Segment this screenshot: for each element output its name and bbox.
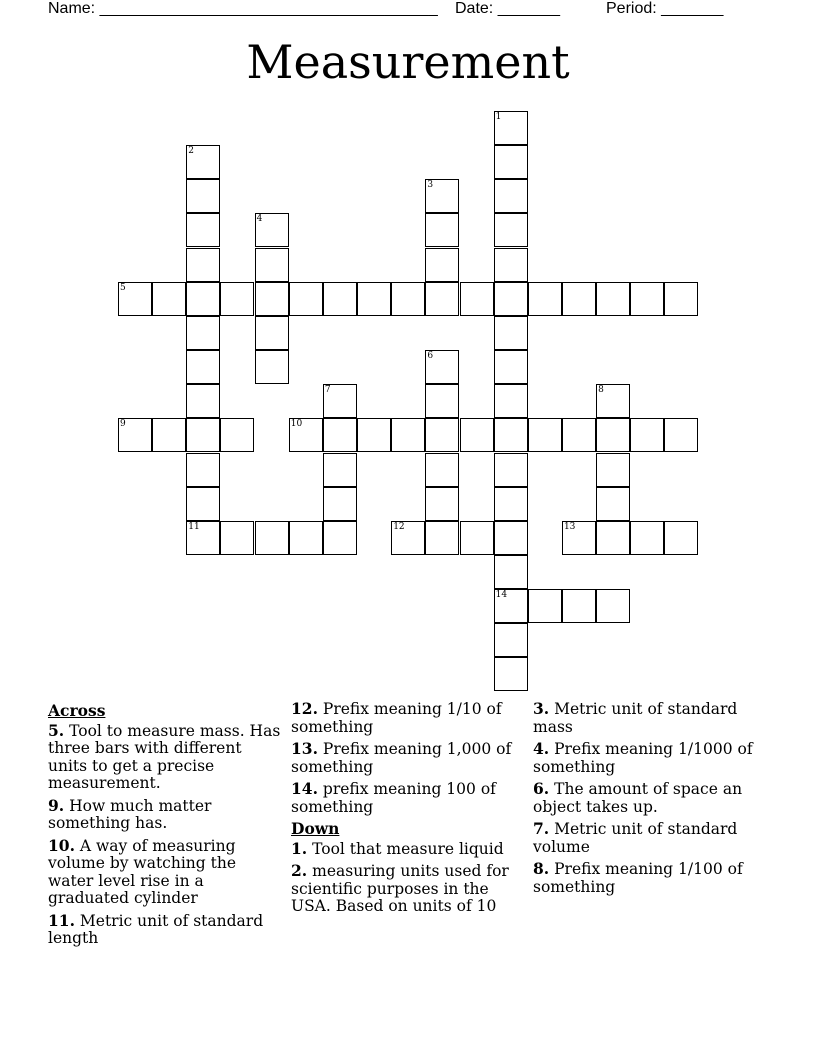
clue-number: 9.: [48, 795, 65, 815]
grid-cell[interactable]: [186, 453, 220, 487]
grid-cell[interactable]: [255, 282, 289, 316]
grid-cell[interactable]: [186, 418, 220, 452]
clue-number: 2.: [291, 861, 308, 880]
clue-column-3: [533, 700, 769, 900]
grid-cell[interactable]: [562, 418, 596, 452]
grid-cell[interactable]: [255, 521, 289, 555]
grid-cell[interactable]: [289, 521, 323, 555]
grid-cell[interactable]: [289, 282, 323, 316]
grid-cell[interactable]: [494, 213, 528, 247]
grid-cell[interactable]: [118, 418, 152, 452]
grid-cell[interactable]: [186, 213, 220, 247]
grid-cell[interactable]: [152, 282, 186, 316]
clue-text: Tool to measure mass. Has three bars with different units to get a precise measurement.: [48, 721, 281, 792]
grid-cell[interactable]: [596, 521, 630, 555]
clue-number-label: 11: [188, 521, 200, 532]
grid-cell[interactable]: [186, 521, 220, 555]
grid-cell[interactable]: [357, 282, 391, 316]
clue-text: Prefix meaning 1/100 of something: [533, 860, 743, 896]
grid-cell[interactable]: [323, 282, 357, 316]
clue-number: 14.: [291, 779, 318, 798]
grid-cell[interactable]: [494, 555, 528, 589]
grid-cell[interactable]: [528, 589, 562, 623]
clue-across-5: [48, 722, 284, 793]
grid-cell[interactable]: [596, 589, 630, 623]
page-title: Measurement: [246, 35, 570, 89]
clue-number-label: 14: [495, 590, 508, 601]
clue-number: 11.: [48, 910, 75, 930]
grid-cell[interactable]: [323, 384, 357, 418]
grid-cell[interactable]: [425, 350, 459, 384]
clue-down-7: [533, 820, 769, 856]
clue-number-label: 7: [324, 385, 331, 396]
grid-cell[interactable]: [630, 521, 664, 555]
clue-down-8: [533, 860, 769, 896]
grid-cell[interactable]: [630, 418, 664, 452]
grid-cell[interactable]: [323, 418, 357, 452]
grid-cell[interactable]: [494, 282, 528, 316]
grid-cell[interactable]: [186, 384, 220, 418]
grid-cell[interactable]: [596, 487, 630, 521]
grid-cell[interactable]: [664, 282, 698, 316]
grid-cell[interactable]: [186, 248, 220, 282]
grid-cell[interactable]: [255, 350, 289, 384]
grid-cell[interactable]: [220, 521, 254, 555]
clue-text: Metric unit of standard length: [48, 911, 264, 947]
grid-cell[interactable]: [494, 589, 528, 623]
grid-cell[interactable]: [528, 282, 562, 316]
grid-cell[interactable]: [425, 418, 459, 452]
grid-cell[interactable]: [255, 316, 289, 350]
grid-cell[interactable]: [425, 179, 459, 213]
clue-number: 8.: [533, 859, 550, 878]
clue-text: Tool that measure liquid: [312, 839, 504, 858]
clue-number-label: 8: [598, 385, 604, 396]
grid-cell[interactable]: [391, 418, 425, 452]
clue-down-1: [291, 840, 527, 859]
clue-number-label: 3: [427, 180, 434, 191]
grid-cell[interactable]: [425, 453, 459, 487]
grid-cell[interactable]: [630, 282, 664, 316]
clue-across-12: [291, 700, 527, 736]
name-field[interactable]: Name: ______________________________________: [48, 0, 438, 17]
grid-cell[interactable]: [255, 248, 289, 282]
grid-cell[interactable]: [562, 589, 596, 623]
grid-cell[interactable]: [391, 521, 425, 555]
clue-number-label: 4: [256, 214, 263, 225]
clue-number-label: 9: [120, 419, 126, 430]
date-field[interactable]: Date: _______: [455, 0, 560, 17]
clue-text: Metric unit of standard mass: [533, 700, 738, 736]
clue-number-label: 1: [495, 112, 502, 122]
grid-cell[interactable]: [664, 418, 698, 452]
grid-cell[interactable]: [220, 418, 254, 452]
clue-text: How much matter something has.: [48, 796, 212, 832]
grid-cell[interactable]: [494, 418, 528, 452]
grid-cell[interactable]: [357, 418, 391, 452]
grid-cell[interactable]: [186, 145, 220, 179]
grid-cell[interactable]: [664, 521, 698, 555]
clue-number: 13.: [291, 739, 318, 758]
clue-across-13: [291, 740, 527, 776]
grid-cell[interactable]: [186, 282, 220, 316]
grid-cell[interactable]: [460, 418, 494, 452]
grid-cell[interactable]: [323, 487, 357, 521]
clue-column-1: [48, 700, 284, 952]
grid-cell[interactable]: [323, 521, 357, 555]
grid-cell[interactable]: [391, 282, 425, 316]
grid-cell[interactable]: [494, 350, 528, 384]
grid-cell[interactable]: [460, 521, 494, 555]
down-heading: Down: [291, 819, 340, 838]
grid-cell[interactable]: [494, 487, 528, 521]
grid-cell[interactable]: [494, 521, 528, 555]
clue-number-label: 10: [290, 419, 303, 430]
grid-cell[interactable]: [186, 316, 220, 350]
clue-number: 5.: [48, 720, 65, 740]
grid-cell[interactable]: [596, 282, 630, 316]
clue-across-14: [291, 780, 527, 816]
grid-cell[interactable]: [255, 213, 289, 247]
grid-cell[interactable]: [460, 282, 494, 316]
clue-number: 7.: [533, 819, 550, 838]
grid-cell[interactable]: [425, 248, 459, 282]
grid-cell[interactable]: [323, 453, 357, 487]
clue-number-label: 12: [393, 521, 405, 532]
grid-cell[interactable]: [186, 179, 220, 213]
across-heading: Across: [48, 701, 106, 720]
clue-number: 1.: [291, 838, 308, 858]
grid-cell[interactable]: [425, 521, 459, 555]
grid-cell[interactable]: [562, 282, 596, 316]
clue-text: measuring units used for scientific purposes in the USA. Based on units of 10: [291, 862, 509, 915]
grid-cell[interactable]: [528, 418, 562, 452]
clue-number: 6.: [533, 779, 550, 798]
period-field[interactable]: Period: _______: [606, 0, 724, 17]
grid-cell[interactable]: [425, 213, 459, 247]
grid-cell[interactable]: [596, 453, 630, 487]
clue-down-2: [291, 862, 527, 916]
clue-number: 3.: [533, 699, 550, 718]
clue-across-9: [48, 797, 284, 833]
grid-cell[interactable]: [494, 623, 528, 657]
grid-cell[interactable]: [494, 248, 528, 282]
clue-number-label: 2: [188, 146, 195, 157]
grid-cell[interactable]: [494, 453, 528, 487]
grid-cell[interactable]: [494, 384, 528, 418]
grid-cell[interactable]: [425, 487, 459, 521]
clue-text: Prefix meaning 1/10 of something: [291, 700, 502, 736]
grid-cell[interactable]: [220, 282, 254, 316]
clue-number-label: 6: [427, 351, 434, 362]
clue-text: The amount of space an object takes up.: [533, 780, 743, 816]
grid-cell[interactable]: [494, 657, 528, 691]
grid-cell[interactable]: [562, 521, 596, 555]
clue-text: Prefix meaning 1/1000 of something: [533, 740, 753, 776]
clue-number-label: 5: [120, 282, 126, 293]
clue-number-label: 13: [563, 521, 576, 532]
grid-cell[interactable]: [118, 282, 152, 316]
grid-cell[interactable]: [596, 418, 630, 452]
clue-text: Metric unit of standard volume: [533, 820, 738, 856]
clue-across-10: [48, 837, 284, 908]
grid-cell[interactable]: [425, 282, 459, 316]
clue-across-11: [48, 912, 284, 948]
grid-cell[interactable]: [186, 487, 220, 521]
clue-number: 10.: [48, 835, 75, 855]
grid-cell[interactable]: [289, 418, 323, 452]
grid-cell[interactable]: [494, 111, 528, 145]
clue-down-3: [533, 700, 769, 736]
grid-cell[interactable]: [494, 316, 528, 350]
grid-cell[interactable]: [425, 384, 459, 418]
grid-cell[interactable]: [152, 418, 186, 452]
grid-cell[interactable]: [596, 384, 630, 418]
grid-cell[interactable]: [494, 179, 528, 213]
clue-down-6: [533, 780, 769, 816]
grid-cell[interactable]: [186, 350, 220, 384]
clue-text: A way of measuring volume by watching the water level rise in a graduated cylinder: [48, 836, 237, 907]
grid-cell[interactable]: [494, 145, 528, 179]
clue-text: Prefix meaning 1,000 of something: [291, 740, 512, 776]
clue-number: 12.: [291, 699, 318, 718]
clue-number: 4.: [533, 739, 550, 758]
clue-column-2: [291, 700, 527, 920]
clue-text: prefix meaning 100 of something: [291, 780, 496, 816]
clue-down-4: [533, 740, 769, 776]
